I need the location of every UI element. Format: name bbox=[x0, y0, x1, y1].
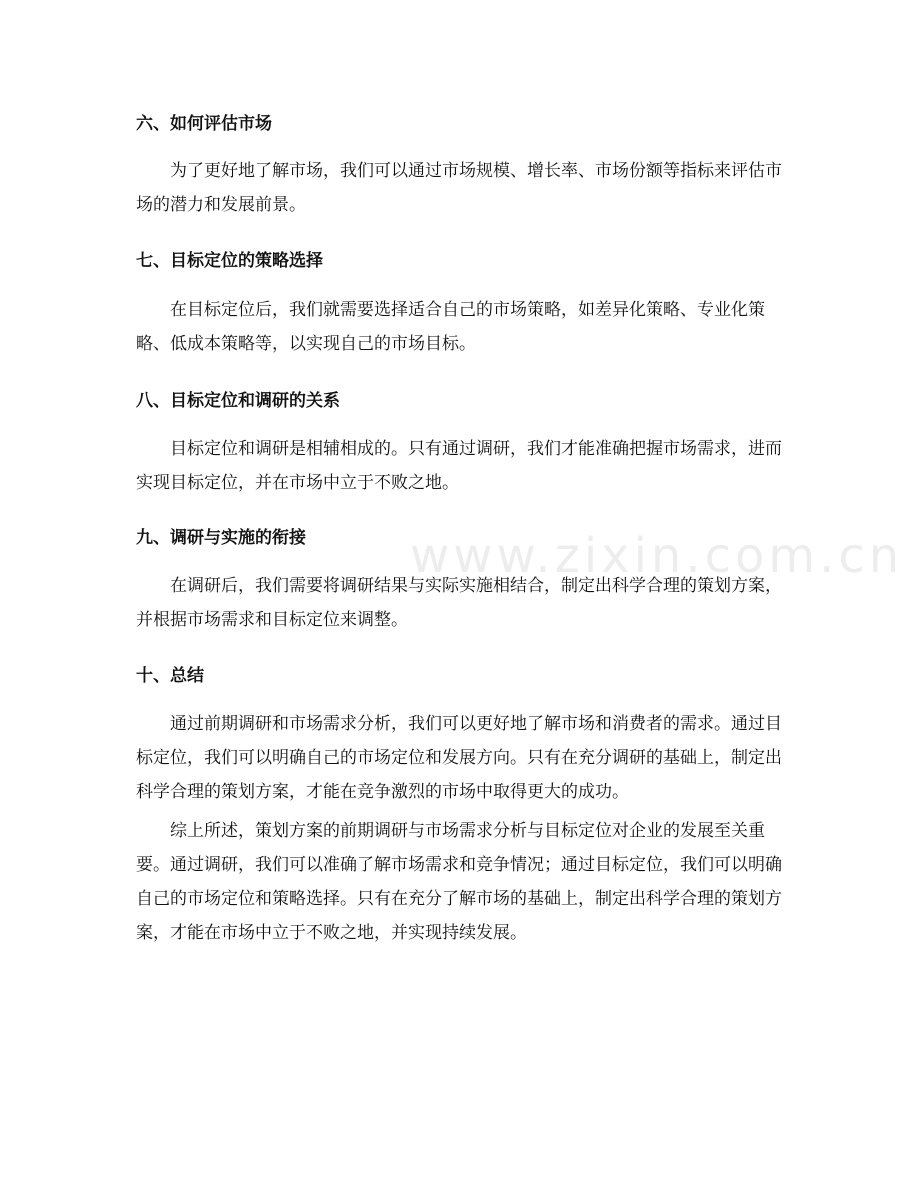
section-8-paragraph: 目标定位和调研是相辅相成的。只有通过调研，我们才能准确把握市场需求，进而实现目标定位，并在市场中立于不败之地。 bbox=[136, 439, 782, 493]
summary-paragraph-2: 综上所述，策划方案的前期调研与市场需求分析与目标定位对企业的发展至关重要。通过调研，我们可以准确了解市场需求和竞争情况；通过目标定位，我们可以明确自己的市场定位和策略选择。只有在充分了解市场的基础上，制定出科学合理的策划方案，才能在市场中立于不败之地，并实现持续发展。 bbox=[136, 821, 782, 943]
watermark: www.zixin.com.cn bbox=[410, 528, 904, 584]
summary-paragraph-1: 通过前期调研和市场需求分析，我们可以更好地了解市场和消费者的需求。通过目标定位，我们可以明确自己的市场定位和发展方向。只有在充分调研的基础上，制定出科学合理的策划方案，才能在竞争激烈的市场中取得更大的成功。 bbox=[136, 714, 782, 802]
section-heading-7: 七、目标定位的策略选择 bbox=[136, 251, 323, 271]
section-7-paragraph: 在目标定位后，我们就需要选择适合自己的市场策略，如差异化策略、专业化策略、低成本策略等，以实现自己的市场目标。 bbox=[136, 300, 765, 354]
section-heading-8: 八、目标定位和调研的关系 bbox=[136, 391, 340, 411]
section-heading-10: 十、总结 bbox=[136, 666, 204, 686]
section-6-paragraph: 为了更好地了解市场，我们可以通过市场规模、增长率、市场份额等指标来评估市场的潜力和发展前景。 bbox=[136, 161, 782, 215]
section-heading-6: 六、如何评估市场 bbox=[136, 114, 272, 134]
section-heading-9: 九、调研与实施的衔接 bbox=[136, 528, 306, 548]
section-9-paragraph: 在调研后，我们需要将调研结果与实际实施相结合，制定出科学合理的策划方案，并根据市场需求和目标定位来调整。 bbox=[136, 576, 782, 630]
